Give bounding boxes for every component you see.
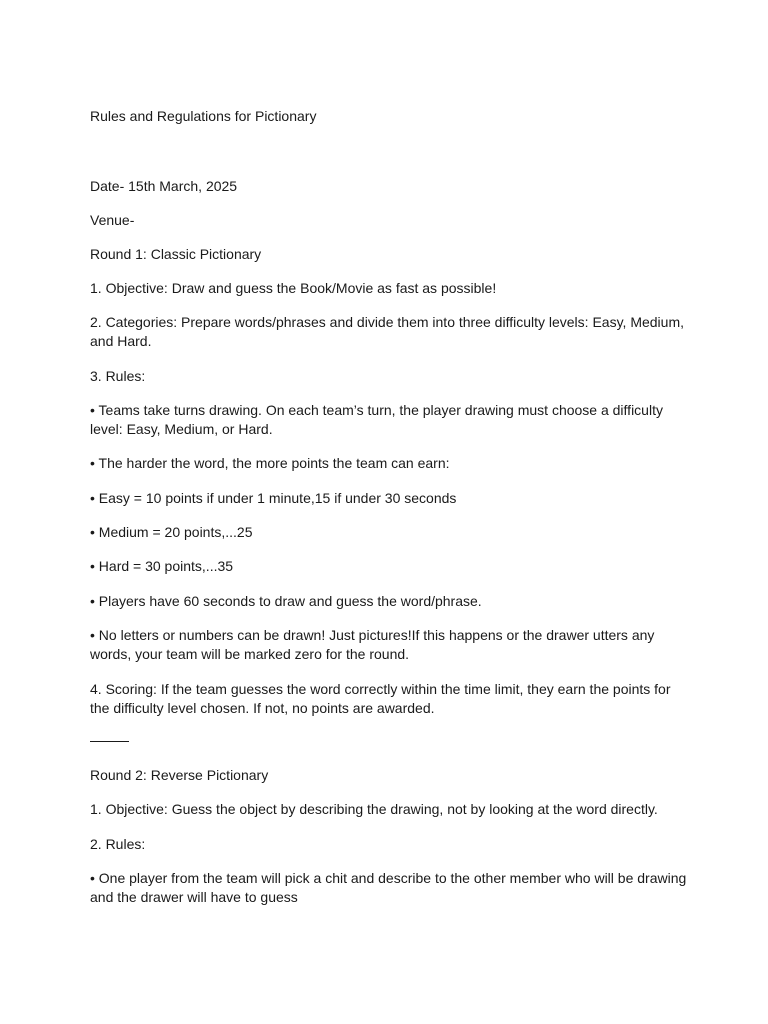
round1-rule-item: • No letters or numbers can be drawn! Just pictures!If this happens or the drawer utters any words, your team will be marked zero for the round. [90,627,655,662]
round2-rule-item: • One player from the team will pick a chit and describe to the other member who will be drawing and the drawer will have to guess [90,870,687,905]
round1-rules-heading: 3. Rules: [90,368,146,384]
round2-objective: 1. Objective: Guess the object by describing the drawing, not by looking at the word directly. [90,801,658,817]
event-venue: Venue- [90,212,135,228]
event-date: Date- 15th March, 2025 [90,178,238,194]
section-divider [90,741,129,742]
round1-rule-item: • Hard = 30 points,...35 [90,558,234,574]
round1-rule-item: • The harder the word, the more points the team can earn: [90,455,450,471]
round1-rule-item: • Players have 60 seconds to draw and guess the word/phrase. [90,593,482,609]
document-title: Rules and Regulations for Pictionary [90,108,317,124]
round1-heading: Round 1: Classic Pictionary [90,246,262,262]
round1-rule-item: • Medium = 20 points,...25 [90,524,253,540]
round2-rules-heading: 2. Rules: [90,836,146,852]
round1-scoring: 4. Scoring: If the team guesses the word correctly within the time limit, they earn the points for the difficulty level chosen. If not, no points are awarded. [90,681,671,716]
round1-objective: 1. Objective: Draw and guess the Book/Movie as fast as possible! [90,280,497,296]
round1-rule-item: • Teams take turns drawing. On each team’s turn, the player drawing must choose a difficulty level: Easy, Medium, or Hard. [90,402,663,437]
round1-rule-item: • Easy = 10 points if under 1 minute,15 if under 30 seconds [90,490,457,506]
round1-categories: 2. Categories: Prepare words/phrases and divide them into three difficulty levels: Easy, Medium, and Hard. [90,314,684,349]
round2-heading: Round 2: Reverse Pictionary [90,767,269,783]
